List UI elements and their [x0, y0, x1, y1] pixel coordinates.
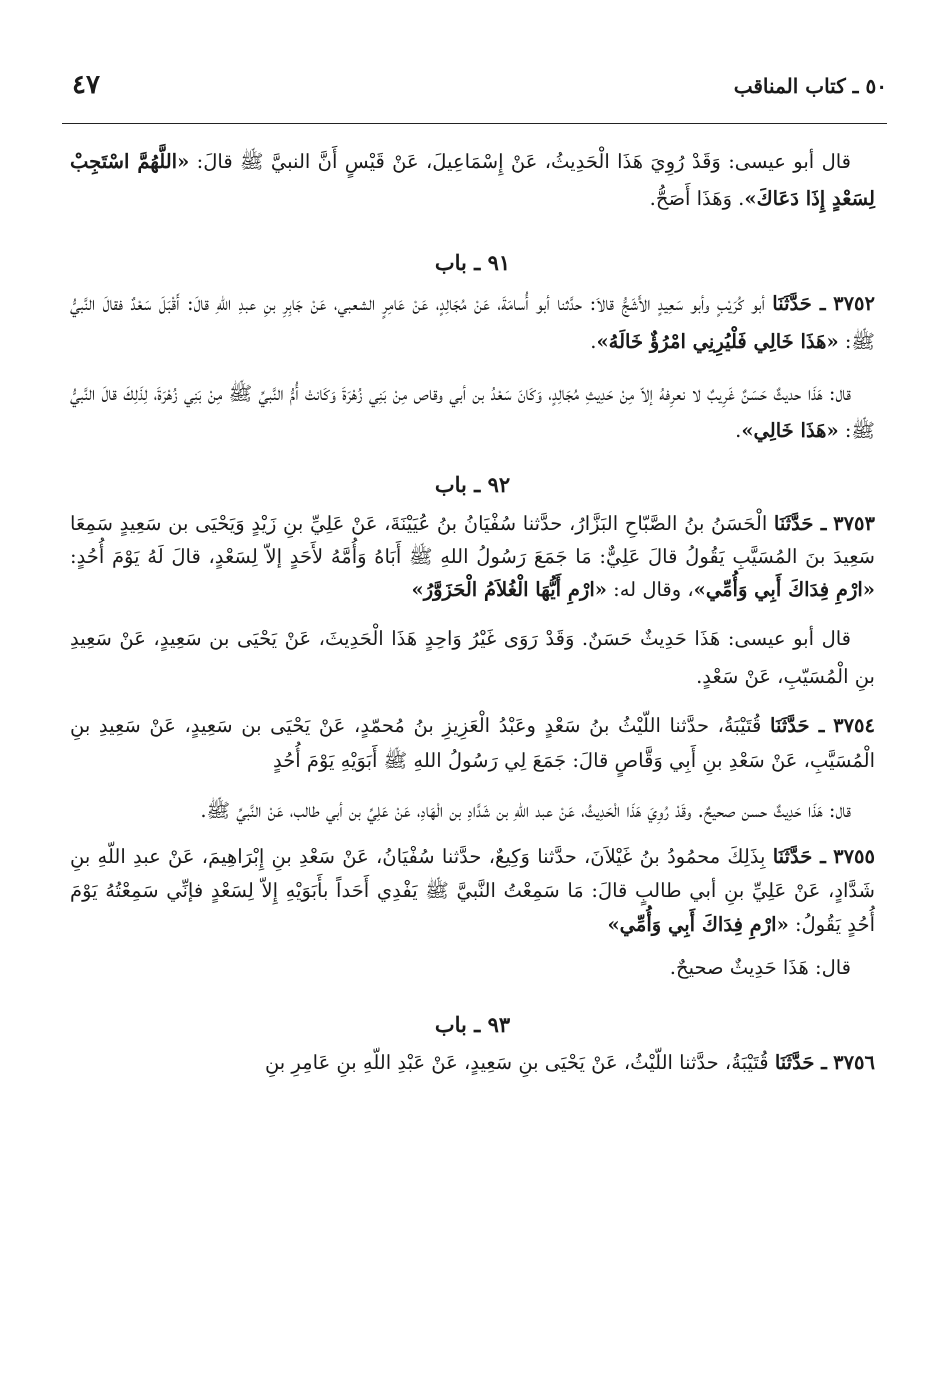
book-title: ٥٠ ـ كتاب المناقب [733, 74, 887, 98]
hadith-paragraph [70, 708, 875, 778]
hadith-quote: «ارْمِ فِدَاكَ أَبِي وَأُمِّي» [607, 913, 789, 936]
commentary-paragraph [70, 792, 875, 830]
hadith-paragraph [70, 507, 875, 606]
text: . [735, 419, 742, 442]
text: أبو كُرَيْبٍ وأبو سَعِيدٍ الأَشَجُّ قالاَ: حدَّثنا أبو أُسامَةَ، عَنْ مُجَالِدٍ، عَنْ عَامِرٍ الشعبي، عَنْ جَابِرِ بنِ عبدِ اللهِ قالَ: أَقْبَلَ سَعْدٌ فقالَ النَّبيُّ ﷺ: [70, 292, 875, 353]
hadith-number: ٣٧٥٢ [833, 292, 876, 315]
text: بِذَلِكَ محمُودُ بنُ غَيْلاَنَ، حدَّثنا وَكِيعٌ، حدَّثنا سُفْيَانُ، عَنْ سَعْدِ بنِ إِبْرَاهِيمَ، عَنْ عبدِ اللّهِ بنِ شَدَّادٍ، عَنْ عَلِيِّ بنِ أبي طالبٍ قالَ: مَا سَمِعْتُ النَّبيَّ ﷺ يَفْدِي أَحَداً بأَبَوَيْهِ إِلاّ لِسَعْدٍ فإنِّي سَمِعْتُهُ يَوْمَ أُحُدٍ يَقُولُ: [70, 845, 875, 936]
text: الْحَسَنُ بنُ الصَّبّاحِ البَزَّارُ، حدَّثنا سُفْيَانُ بنُ عُيَيْنَةَ، عَنْ عَلِيِّ بنِ زَيْدٍ وَيَحْيَى بن سَعِيدٍ سَمِعَا سَعِيدَ بنَ المُسَيَّبِ يَقُولُ قالَ عَلِيٌّ: مَا جَمَعَ رَسُولُ اللهِ ﷺ أَبَاهُ وَأُمَّهُ لأَحَدٍ إلاّ لِسَعْدٍ، قالَ لَهُ يَوْمَ أُحُدٍ: [70, 512, 875, 568]
hadith-quote: «هَذَا خَالِي» [741, 419, 839, 442]
text: قال أبو عيسى: هَذَا حَدِيثٌ حَسَنٌ. وَقَدْ رَوَى غَيْرُ وَاحِدٍ هَذَا الْحَدِيثَ، عَنْ يَحْيَى بن سَعِيدٍ، عَنْ سَعِيدِ بنِ الْمُسَيّبِ، عَنْ سَعْدٍ. [70, 627, 875, 688]
commentary-paragraph [70, 375, 875, 449]
hadith-number: ٣٧٥٤ [833, 714, 875, 737]
haddathana: ـ حَدَّثَنَا [772, 292, 826, 315]
text: . [590, 330, 597, 353]
running-header [60, 68, 887, 108]
haddathana: ـ حَدَّثَنَا [774, 1050, 827, 1074]
text: قال أبو عيسى: وَقَدْ رُوِيَ هَذَا الْحَدِيثُ، عَنْ إِسْمَاعِيلَ، عَنْ قَيْسٍ أَنَّ النبيَّ ﷺ قالَ: [196, 150, 851, 173]
hadith-number: ٣٧٥٦ [833, 1050, 875, 1074]
haddathana: ـ حَدَّثَنَا [770, 714, 825, 737]
hadith-number: ٣٧٥٥ [833, 845, 876, 868]
commentary-paragraph [70, 144, 875, 217]
chapter-heading: ٩١ ـ باب [434, 250, 511, 275]
text: قال: هَذَا حديثٌ حَسَنٌ غَرِيبٌ لا نعرِفهُ إلاّ مِنْ حَدِيثِ مُجَالِدٍ، وَكَانَ سَعْدُ بن أبي وقاص مِنْ بَنِي زُهْرَةَ وَكَانتْ أُمُّ النَّبيِّ ﷺ مِنْ بَنِي زُهْرَةَ، لِذَلِكَ قالَ النَّبيُّ ﷺ: [70, 382, 875, 442]
hadith-quote: «ارْمِ أَيُّهَا الْغُلاَمُ الْحَزَوَّرُ» [411, 578, 607, 601]
text: قال: هَذَا حَدِيثٌ صحيحٌ. [669, 956, 851, 979]
hadith-quote: «ارْمِ فِدَاكَ أَبِي وَأُمِّي» [693, 578, 875, 601]
haddathana: ـ حَدَّثَنَا [772, 845, 826, 868]
hadith-quote: «اللَّهُمَّ اسْتَجِبْ لِسَعْدٍ إِذَا دَعَاكَ» [70, 150, 875, 210]
commentary-paragraph [70, 950, 875, 987]
hadith-paragraph [70, 285, 875, 361]
page-body [70, 140, 875, 1081]
text: قُتَيْبَةُ، حدَّثنا اللّيْثُ، عَنْ يَحْيَى بنِ سَعِيدٍ، عَنْ عَبْدِ اللّهِ بنِ عَامِرِ بنِ [264, 1050, 769, 1074]
page-number: ٤٧ [72, 70, 100, 100]
hadith-number: ٣٧٥٣ [833, 512, 876, 535]
chapter-heading: ٩٢ ـ باب [434, 472, 511, 497]
text: قُتَيْبَةُ، حدَّثنا اللّيْثُ بنُ سَعْدٍ وعَبْدُ الْعَزِيزِ بنُ مُحمّدٍ، عَنْ يَحْيَى بن سَعِيدٍ، عَنْ سَعِيدِ بنِ الْمُسَيَّبِ، عَنْ سَعْدِ بنِ أَبِي وَقَّاصٍ قالَ: جَمَعَ لِي رَسُولُ اللهِ ﷺ أَبَوَيْهِ يَوْمَ أُحُدٍ [70, 714, 875, 772]
commentary-paragraph [70, 620, 875, 696]
haddathana: ـ حَدَّثَنَا [773, 512, 827, 535]
hadith-paragraph [70, 1045, 875, 1082]
hadith-quote: «هَذَا خَالِي فَلْيُرِنِي امْرُؤٌ خَالَهُ» [596, 330, 839, 353]
header-rule [62, 123, 887, 124]
hadith-paragraph [70, 840, 875, 942]
text: قال: هَذَا حَدِيثٌ حسن صحيحٌ. وقَدْ رُوِيَ هَذَا الْحَدِيثُ، عَنْ عبد اللّهِ بن شَدَّادِ بن الْهَادِ، عَنْ عَلِيِّ بن أبي طالب، عَنْ النَّبيِّ ﷺ. [200, 799, 851, 822]
chapter-heading: ٩٣ ـ باب [434, 1011, 511, 1037]
text: ، وقال له: [613, 578, 694, 601]
text: . وَهَذَا أَصَحُّ. [649, 186, 745, 210]
